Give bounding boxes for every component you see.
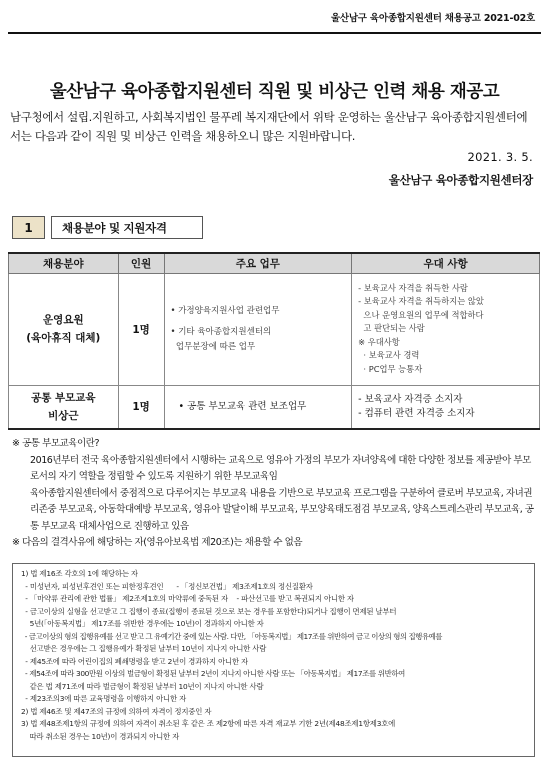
box-line: - 제54조에 따라 300만원 이상의 벌금형이 확정된 날부터 2년이 지나지 아니한 사람 또는 「아동복지법」 제17조를 위반하여 bbox=[21, 669, 405, 678]
duty-item: • 가정양육지원사업 관련업무 bbox=[170, 305, 280, 316]
duty-item: 업무분장에 따른 업무 bbox=[170, 341, 256, 352]
count-cell: 1명 bbox=[118, 273, 164, 385]
pref-item: ※ 우대사항 bbox=[358, 336, 400, 347]
duties-cell bbox=[164, 273, 352, 385]
column-header: 인원 bbox=[118, 253, 164, 273]
announcement-code: 울산남구 육아종합지원센터 채용공고 2021-02호 bbox=[330, 13, 535, 24]
table-header-row bbox=[9, 253, 540, 273]
disqualification-box bbox=[12, 563, 535, 757]
pref-item: · 보육교사 경력 bbox=[358, 350, 420, 361]
box-line: - 금고이상의 실형을 선고받고 그 집행이 종료(집행이 종료된 것으로 보는 경우를 포함한다)되거나 집행이 면제된 날부터 bbox=[21, 606, 397, 616]
notes-section bbox=[12, 436, 535, 552]
count-cell: 1명 bbox=[118, 385, 164, 429]
box-line: 선고받은 경우에는 그 집행유예가 확정된 날부터 10년이 지나지 아니한 사람 bbox=[21, 644, 267, 653]
column-header: 우대 사항 bbox=[352, 253, 540, 273]
issuing-organization: 울산남구 육아종합지원센터장 bbox=[388, 173, 533, 187]
note-paragraph: 육아종합지원센터에서 중점적으로 다루어지는 부모교육 내용을 기반으로 부모교육 프로그램을 구분하여 클로버 부모교육, 자녀권리존중 부모교육, 아동학대예방 부모교육, 영유아 발달이해 부모교육, 부모양육태도점검 부모교육, 양육스트레스관리 부모교육, 공통 부모교육 대체사업으로 진행하고 있음 bbox=[30, 487, 534, 532]
table-row bbox=[9, 385, 540, 429]
preferences-cell bbox=[352, 385, 540, 429]
duties-cell bbox=[164, 385, 352, 429]
pref-item: - 컴퓨터 관련 자격증 소지자 bbox=[358, 407, 475, 419]
preferences-cell bbox=[352, 273, 540, 385]
note-question: ※ 공통 부모교육이란? bbox=[12, 438, 100, 449]
box-line: - 「마약류 관리에 관한 법률」 제2조제1호의 마약류에 중독된 자 - 파산선고를 받고 복권되지 아니한 자 bbox=[21, 594, 354, 603]
pref-item: 으나 운영요원의 업무에 적합하다 bbox=[358, 309, 484, 320]
field-cell bbox=[9, 273, 119, 385]
header-divider bbox=[8, 32, 541, 34]
pref-item: - 보육교사 자격증 소지자 bbox=[358, 394, 463, 406]
box-line: - 미성년자, 피성년후견인 또는 피한정후견인 - 「정신보건법」 제3조제1호의 정신질환자 bbox=[21, 581, 313, 591]
field-note: (육아휴직 대체) bbox=[26, 332, 101, 344]
box-line: 1) 법 제16조 각호의 1에 해당하는 자 bbox=[21, 569, 138, 578]
column-header: 채용분야 bbox=[9, 253, 119, 273]
column-header: 주요 업무 bbox=[164, 253, 352, 273]
pref-item: - 보육교사 자격을 취득한 사람 bbox=[358, 282, 468, 293]
box-line: 5년(「아동복지법」 제17조를 위반한 경우에는 10년)이 경과하지 아니한 자 bbox=[21, 619, 264, 628]
duty-item: • 기타 육아종합지원센터의 bbox=[170, 326, 272, 337]
section-heading bbox=[12, 216, 203, 239]
box-line: - 제45조에 따라 어린이집의 폐쇄명령을 받고 2년이 경과하지 아니한 자 bbox=[21, 656, 248, 666]
box-line: 2) 법 제46조 및 제47조의 규정에 의하여 자격이 정지중인 자 bbox=[21, 706, 212, 716]
duty-item: • 공통 부모교육 관련 보조업무 bbox=[178, 401, 307, 413]
recruitment-table bbox=[8, 252, 540, 430]
box-line: - 제23조의3에 따른 교육명령을 이행하지 아니한 자 bbox=[21, 694, 187, 703]
field-name: 공통 부모교육 bbox=[31, 391, 96, 404]
box-line: 같은 법 제71조에 따라 벌금형이 확정된 날부터 10년이 지나지 아니한 사람 bbox=[21, 681, 264, 691]
box-line: 3) 법 제48조제1항의 규정에 의하여 자격이 취소된 후 같은 조 제2항에 따른 자격 재교부 기한 2년(제48조제1항제3호에 bbox=[21, 719, 396, 728]
announcement-date: 2021. 3. 5. bbox=[467, 150, 533, 164]
section-label: 채용분야 및 지원자격 bbox=[51, 216, 203, 239]
note-paragraph: 2016년부터 전국 육아종합지원센터에서 시행하는 교육으로 영유아 가정의 부모가 자녀양육에 대한 다양한 정보를 제공받아 부모로서의 자기 역할을 정립할 수 있도록 지원하기 위한 부모교육임 bbox=[30, 454, 531, 482]
pref-item: - 보육교사 자격을 취득하지는 않았 bbox=[358, 296, 484, 307]
intro-paragraph: 남구청에서 설립.지원하고, 사회복지법인 물푸레 복지재단에서 위탁 운영하는 울산남구 육아종합지원센터에서는 다음과 같이 직원 및 비상근 인력을 채용하오니 많은 지원바랍니다. bbox=[10, 110, 528, 143]
field-cell bbox=[9, 385, 119, 429]
table-row bbox=[9, 273, 540, 385]
field-note: 비상근 bbox=[48, 409, 79, 422]
box-line: 따라 취소된 경우는 10년)이 경과되지 아니한 자 bbox=[21, 731, 180, 741]
box-line: - 금고이상의 형의 집행유예를 선고 받고 그 유예기간 중에 있는 사람. 다만, 「아동복지법」 제17조를 위반하여 금고 이상의 형의 집행유예를 bbox=[21, 631, 442, 641]
disqualification-note: ※ 다음의 결격사유에 해당하는 자(영유아보육법 제20조)는 채용할 수 없음 bbox=[12, 537, 303, 548]
section-number: 1 bbox=[12, 216, 45, 239]
field-name: 운영요원 bbox=[43, 314, 84, 326]
document-title: 울산남구 육아종합지원센터 직원 및 비상근 인력 채용 재공고 bbox=[49, 82, 500, 102]
pref-item: · PC업무 능통자 bbox=[358, 363, 423, 374]
pref-item: 고 판단되는 사람 bbox=[358, 323, 425, 334]
